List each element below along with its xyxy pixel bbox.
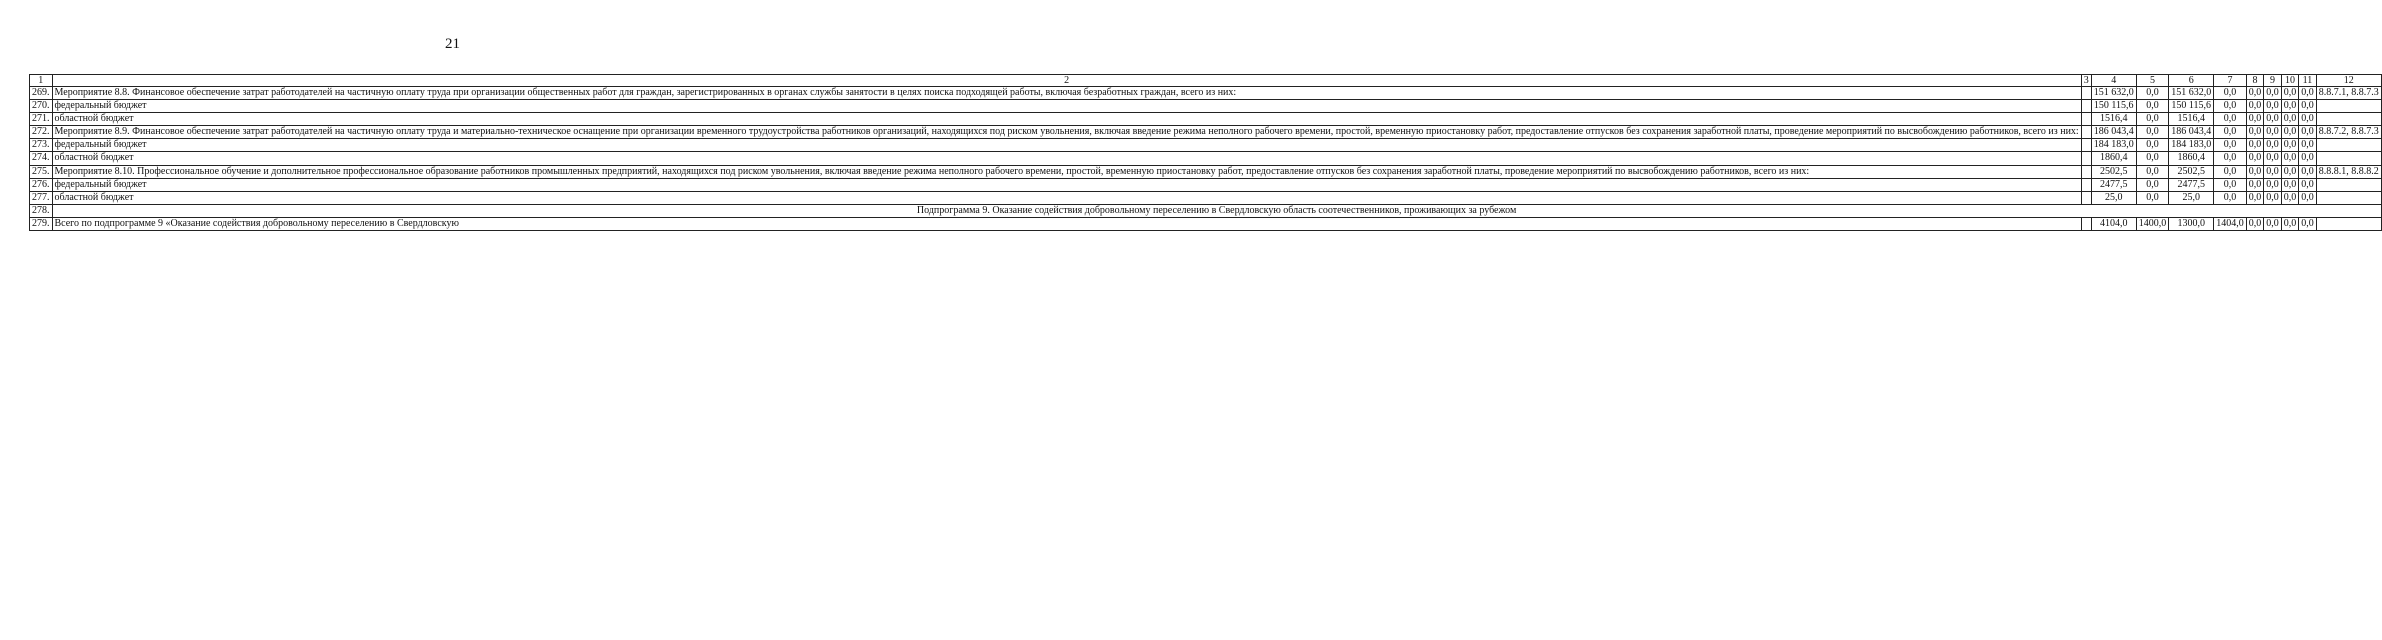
activity-row [30, 87, 2382, 100]
amount-cell: 0,0 [2136, 165, 2169, 178]
amount-cell: 2477,5 [2169, 178, 2214, 191]
amount-cell: 0,0 [2299, 191, 2317, 204]
amount-cell: 0,0 [2281, 217, 2299, 230]
amount-cell: 0,0 [2214, 100, 2247, 113]
row-description: Мероприятие 8.8. Финансовое обеспечение затрат работодателей на частичную оплату труда при организации общественных работ для граждан, зарегистрированных в органах службы занятости в целях поиска подходящей работы, включая безработных граждан, всего из них: [52, 87, 2081, 100]
budget-line-row [30, 100, 2382, 113]
amount-cell: 0,0 [2246, 126, 2264, 139]
target-indicators: 8.8.8.1, 8.8.8.2 [2316, 165, 2381, 178]
target-indicators [2316, 113, 2381, 126]
cell-col3 [2081, 139, 2091, 152]
row-description: федеральный бюджет [52, 139, 2081, 152]
amount-cell: 2477,5 [2091, 178, 2136, 191]
target-indicators [2316, 139, 2381, 152]
row-number: 272. [30, 126, 53, 139]
budget-line-row [30, 191, 2382, 204]
amount-cell: 0,0 [2214, 178, 2247, 191]
budget-table [29, 74, 2382, 231]
amount-cell: 0,0 [2246, 100, 2264, 113]
row-description: областной бюджет [52, 191, 2081, 204]
cell-col3 [2081, 191, 2091, 204]
amount-cell: 1516,4 [2169, 113, 2214, 126]
amount-cell: 0,0 [2246, 191, 2264, 204]
amount-cell: 0,0 [2136, 100, 2169, 113]
page-number: 21 [445, 36, 460, 52]
subprogram-row [30, 204, 2382, 217]
cell-col3 [2081, 217, 2091, 230]
column-header: 11 [2299, 75, 2317, 87]
amount-cell: 0,0 [2214, 191, 2247, 204]
amount-cell: 0,0 [2214, 165, 2247, 178]
column-header: 10 [2281, 75, 2299, 87]
target-indicators [2316, 152, 2381, 165]
amount-cell: 1516,4 [2091, 113, 2136, 126]
row-number: 277. [30, 191, 53, 204]
amount-cell: 0,0 [2264, 100, 2282, 113]
amount-cell: 0,0 [2264, 152, 2282, 165]
amount-cell: 0,0 [2264, 126, 2282, 139]
amount-cell: 0,0 [2214, 87, 2247, 100]
amount-cell: 1400,0 [2136, 217, 2169, 230]
amount-cell: 0,0 [2299, 178, 2317, 191]
row-number: 274. [30, 152, 53, 165]
amount-cell: 1404,0 [2214, 217, 2247, 230]
row-description: федеральный бюджет [52, 100, 2081, 113]
amount-cell: 0,0 [2264, 139, 2282, 152]
amount-cell: 151 632,0 [2091, 87, 2136, 100]
amount-cell: 0,0 [2136, 139, 2169, 152]
activity-row [30, 126, 2382, 139]
amount-cell: 0,0 [2246, 165, 2264, 178]
amount-cell: 1860,4 [2169, 152, 2214, 165]
budget-line-row [30, 139, 2382, 152]
amount-cell: 0,0 [2264, 165, 2282, 178]
amount-cell: 186 043,4 [2091, 126, 2136, 139]
amount-cell: 0,0 [2264, 217, 2282, 230]
column-header: 9 [2264, 75, 2282, 87]
row-number: 278. [30, 204, 53, 217]
amount-cell: 2502,5 [2091, 165, 2136, 178]
amount-cell: 0,0 [2136, 191, 2169, 204]
amount-cell: 184 183,0 [2169, 139, 2214, 152]
column-header: 8 [2246, 75, 2264, 87]
amount-cell: 0,0 [2299, 152, 2317, 165]
amount-cell: 0,0 [2281, 100, 2299, 113]
target-indicators [2316, 178, 2381, 191]
budget-line-row [30, 178, 2382, 191]
amount-cell: 0,0 [2299, 126, 2317, 139]
row-description: Мероприятие 8.10. Профессиональное обучение и дополнительное профессиональное образование работников промышленных предприятий, находящихся под риском увольнения, включая введение режима неполного рабочего времени, простой, временную приостановку работ, предоставление отпусков без сохранения заработной платы, проведение мероприятий по высвобождению работников, всего из них: [52, 165, 2081, 178]
amount-cell: 0,0 [2136, 178, 2169, 191]
amount-cell: 0,0 [2136, 126, 2169, 139]
amount-cell: 0,0 [2214, 139, 2247, 152]
amount-cell: 0,0 [2299, 139, 2317, 152]
row-description: федеральный бюджет [52, 178, 2081, 191]
amount-cell: 0,0 [2299, 217, 2317, 230]
amount-cell: 0,0 [2214, 152, 2247, 165]
column-header: 6 [2169, 75, 2214, 87]
row-description: Всего по подпрограмме 9 «Оказание содействия добровольному переселению в Свердловскую [52, 217, 2081, 230]
column-header: 12 [2316, 75, 2381, 87]
cell-col3 [2081, 87, 2091, 100]
cell-col3 [2081, 113, 2091, 126]
amount-cell: 0,0 [2214, 126, 2247, 139]
amount-cell: 150 115,6 [2169, 100, 2214, 113]
amount-cell: 0,0 [2281, 139, 2299, 152]
row-number: 269. [30, 87, 53, 100]
amount-cell: 0,0 [2246, 113, 2264, 126]
cell-col3 [2081, 152, 2091, 165]
amount-cell: 0,0 [2264, 191, 2282, 204]
amount-cell: 0,0 [2136, 113, 2169, 126]
target-indicators: 8.8.7.2, 8.8.7.3 [2316, 126, 2381, 139]
target-indicators [2316, 191, 2381, 204]
row-description: областной бюджет [52, 113, 2081, 126]
row-number: 276. [30, 178, 53, 191]
target-indicators [2316, 217, 2381, 230]
column-number-row [30, 75, 2382, 87]
amount-cell: 0,0 [2299, 165, 2317, 178]
target-indicators [2316, 100, 2381, 113]
column-header: 5 [2136, 75, 2169, 87]
amount-cell: 0,0 [2281, 113, 2299, 126]
row-number: 279. [30, 217, 53, 230]
amount-cell: 2502,5 [2169, 165, 2214, 178]
amount-cell: 1300,0 [2169, 217, 2214, 230]
row-number: 275. [30, 165, 53, 178]
amount-cell: 0,0 [2246, 217, 2264, 230]
row-description: Мероприятие 8.9. Финансовое обеспечение затрат работодателей на частичную оплату труда и материально-техническое оснащение при организации временного трудоустройства работников организаций, находящихся под риском увольнения, включая введение режима неполного рабочего времени, простой, временную приостановку работ, предоставление отпусков без сохранения заработной платы, проведение мероприятий по высвобождению работников, всего из них: [52, 126, 2081, 139]
amount-cell: 0,0 [2136, 87, 2169, 100]
column-header: 4 [2091, 75, 2136, 87]
activity-row [30, 165, 2382, 178]
amount-cell: 0,0 [2264, 113, 2282, 126]
amount-cell: 0,0 [2281, 87, 2299, 100]
amount-cell: 25,0 [2169, 191, 2214, 204]
cell-col3 [2081, 165, 2091, 178]
amount-cell: 0,0 [2299, 113, 2317, 126]
column-header: 1 [30, 75, 53, 87]
budget-line-row [30, 113, 2382, 126]
amount-cell: 25,0 [2091, 191, 2136, 204]
amount-cell: 0,0 [2246, 87, 2264, 100]
column-header: 2 [52, 75, 2081, 87]
row-number: 270. [30, 100, 53, 113]
target-indicators: 8.8.7.1, 8.8.7.3 [2316, 87, 2381, 100]
amount-cell: 184 183,0 [2091, 139, 2136, 152]
amount-cell: 0,0 [2299, 100, 2317, 113]
amount-cell: 151 632,0 [2169, 87, 2214, 100]
cell-col3 [2081, 178, 2091, 191]
amount-cell: 1860,4 [2091, 152, 2136, 165]
amount-cell: 0,0 [2246, 178, 2264, 191]
amount-cell: 0,0 [2136, 152, 2169, 165]
amount-cell: 0,0 [2281, 191, 2299, 204]
amount-cell: 0,0 [2246, 139, 2264, 152]
amount-cell: 0,0 [2281, 152, 2299, 165]
subprogram-title: Подпрограмма 9. Оказание содействия добровольному переселению в Свердловскую область соотечественников, проживающих за рубежом [52, 204, 2381, 217]
row-number: 273. [30, 139, 53, 152]
amount-cell: 0,0 [2281, 126, 2299, 139]
amount-cell: 4104,0 [2091, 217, 2136, 230]
amount-cell: 0,0 [2246, 152, 2264, 165]
amount-cell: 186 043,4 [2169, 126, 2214, 139]
row-description: областной бюджет [52, 152, 2081, 165]
cell-col3 [2081, 100, 2091, 113]
amount-cell: 0,0 [2214, 113, 2247, 126]
column-header: 7 [2214, 75, 2247, 87]
budget-line-row [30, 152, 2382, 165]
amount-cell: 0,0 [2299, 87, 2317, 100]
amount-cell: 0,0 [2281, 165, 2299, 178]
column-header: 3 [2081, 75, 2091, 87]
amount-cell: 150 115,6 [2091, 100, 2136, 113]
amount-cell: 0,0 [2281, 178, 2299, 191]
activity-row [30, 217, 2382, 230]
amount-cell: 0,0 [2264, 178, 2282, 191]
amount-cell: 0,0 [2264, 87, 2282, 100]
cell-col3 [2081, 126, 2091, 139]
row-number: 271. [30, 113, 53, 126]
